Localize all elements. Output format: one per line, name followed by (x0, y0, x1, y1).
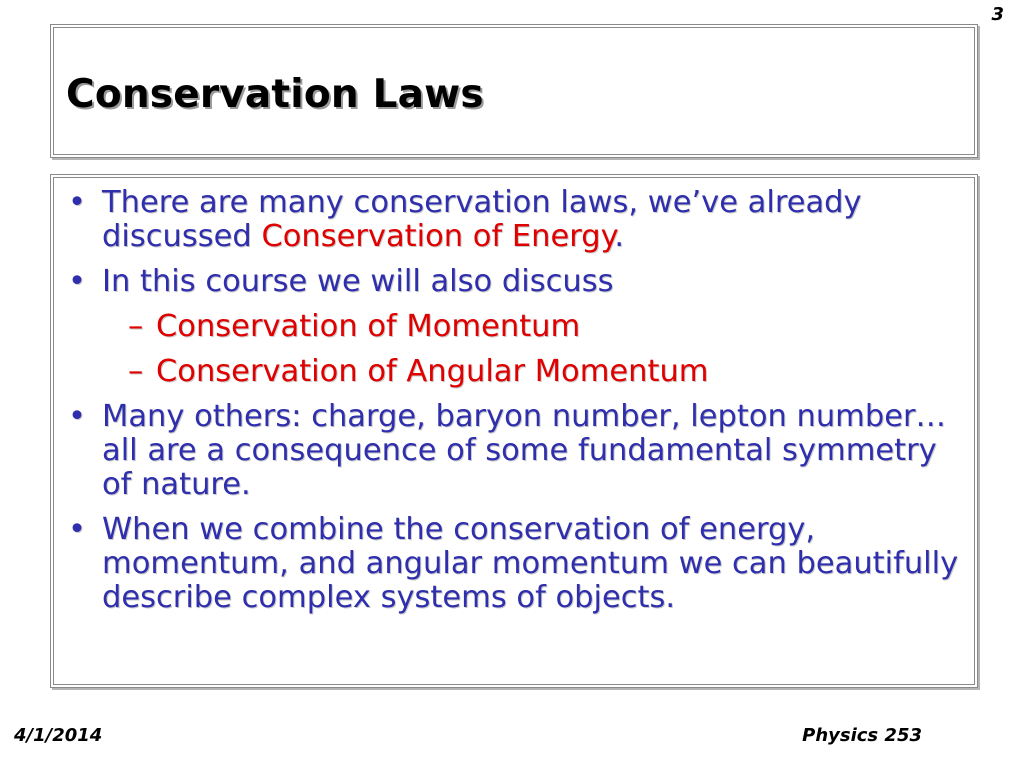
sub-item-momentum-text: Conservation of Momentum (156, 309, 581, 344)
dash-icon: – (128, 354, 144, 389)
title-frame (50, 24, 978, 158)
bullet-1-period: . (614, 219, 625, 254)
bullet-1-highlight: Conservation of Energy (261, 219, 615, 254)
bullet-4-text: When we combine the conservation of energy, momentum, and angular momentum we can beautifully describe complex systems of objects. (102, 512, 959, 615)
content-frame (50, 174, 978, 688)
bullet-2-text: In this course we will also discuss (102, 264, 614, 299)
dash-icon: – (128, 309, 144, 344)
slide-number: 3 (991, 4, 1004, 25)
footer-course: Physics 253 (802, 725, 922, 746)
bullet-dot-icon: • (68, 512, 86, 547)
bullet-item-1 (64, 186, 960, 254)
bullet-dot-icon: • (68, 399, 86, 434)
bullet-dot-icon: • (68, 264, 86, 299)
bullet-item-3 (64, 400, 960, 502)
bullet-list (54, 178, 974, 615)
bullet-1-text: There are many conservation laws, we’ve already discussed (102, 185, 862, 254)
sub-list-container (64, 310, 960, 389)
sub-item-angular-momentum-text: Conservation of Angular Momentum (156, 354, 709, 389)
sub-bullet-list (64, 310, 960, 389)
slide-title: Conservation Laws (66, 72, 484, 117)
sub-item-angular-momentum (64, 355, 960, 389)
bullet-item-2 (64, 265, 960, 299)
bullet-3-text: Many others: charge, baryon number, lepton number…all are a consequence of some fundamental symmetry of nature. (102, 399, 947, 502)
bullet-dot-icon: • (68, 185, 86, 220)
footer-date: 4/1/2014 (14, 725, 103, 746)
sub-item-momentum (64, 310, 960, 344)
bullet-item-4 (64, 513, 960, 615)
